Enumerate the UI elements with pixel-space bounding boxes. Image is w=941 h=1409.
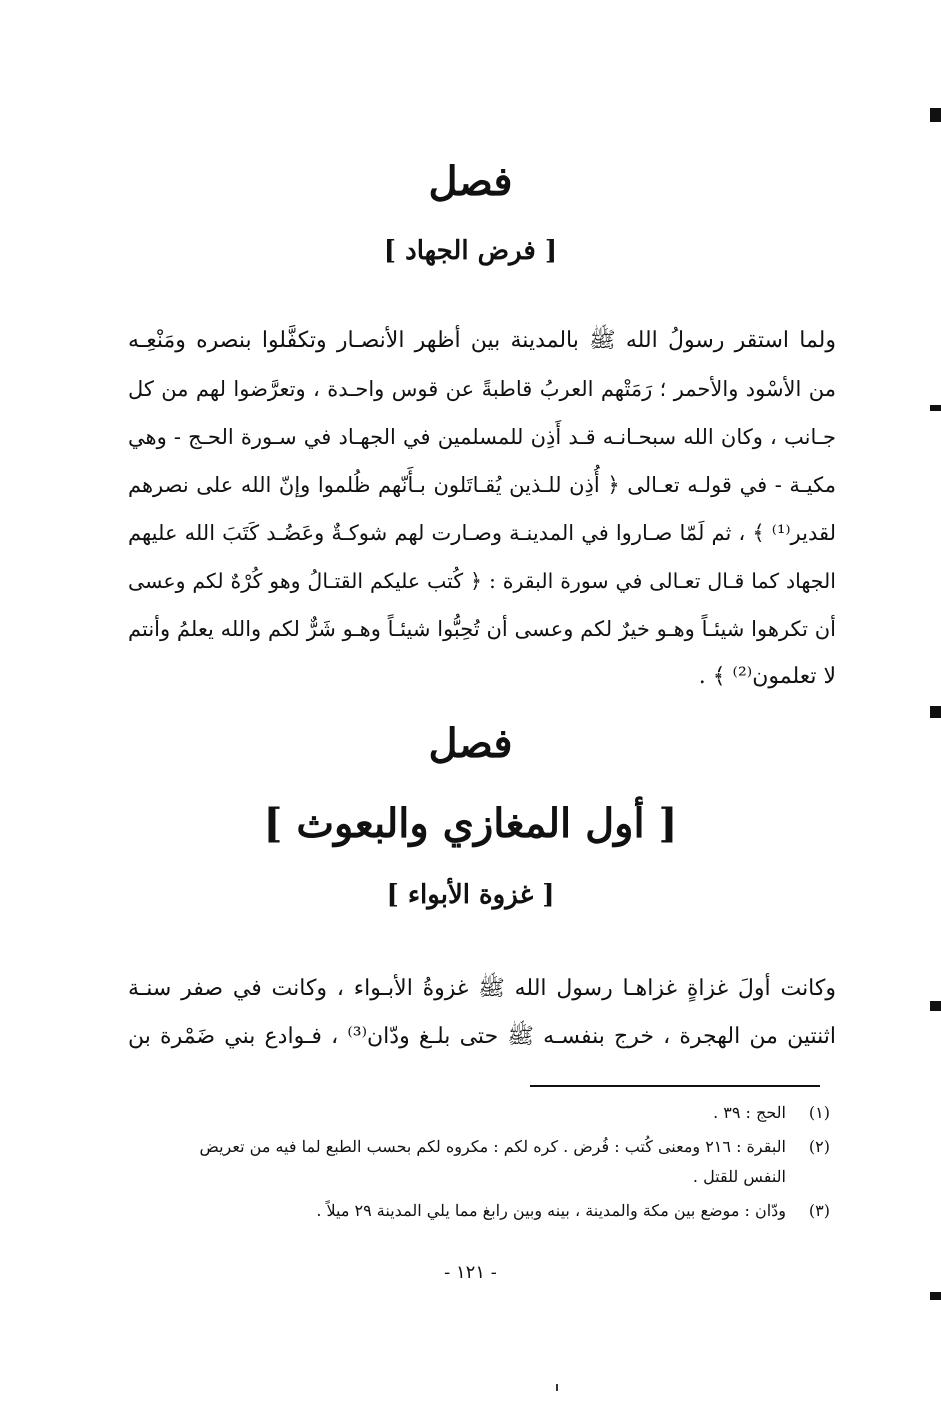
footnote: [110, 1196, 830, 1226]
text-line: وكانت أولَ غزاةٍ غزاهـا رسول الله ﷺ غزوةُ الأبـواء ، وكانت في صفر سنـة: [128, 976, 836, 1001]
scan-edge-mark: [930, 706, 941, 718]
text-line: أن تكرهوا شيئـاً وهـو خيرٌ لكم وعسى أن تُحِبُّوا شيئـاً وهـو شَرٌّ لكم والله يعلمُ وأنتم: [128, 617, 836, 641]
footnote-divider: [530, 1085, 820, 1087]
text-line: ولما استقر رسولُ الله ﷺ بالمدينة بين أظهر الأنصـار وتكفَّلوا بنصره ومَنْعِـه: [128, 328, 836, 353]
section-heading: فصل: [428, 720, 513, 767]
scan-edge-mark: [930, 108, 941, 122]
footnote-text: [110, 1196, 786, 1226]
scan-edge-mark: [930, 1292, 941, 1300]
scan-edge-mark: [930, 1001, 941, 1011]
section-heading: فصل: [428, 158, 513, 205]
text-line: الجهاد كما قـال تعـالى في سورة البقرة : ﴿ كُتب عليكم القتـالُ وهو كُرْهٌ لكم وعسى: [128, 569, 836, 593]
text-line: جـانب ، وكان الله سبحـانـه قـد أَذِن للمسلمين في الجهـاد في سـورة الحـج - وهي: [128, 425, 836, 449]
footnote-text: [110, 1132, 786, 1192]
scan-edge-mark: [930, 405, 941, 411]
text-line: من الأسْود والأحمر ؛ رَمَتْهم العربُ قاطبةً عن قوس واحـدة ، وتعرَّضوا لهم من كل: [128, 377, 836, 401]
footnote-number: (١): [808, 1103, 830, 1122]
footnote-line: الحج : ٣٩ .: [713, 1103, 786, 1122]
section-subheading: [ غزوة الأبواء ]: [386, 880, 555, 910]
page-number: - ١٢١ -: [444, 1262, 497, 1283]
text-line: لقدير⁽¹⁾ ﴾ ، ثم لَمّا صـاروا في المدينـة وصـارت لهم شوكـةٌ وعَضُـد كَتَبَ الله عليهم: [128, 521, 836, 545]
footnotes: [110, 1098, 830, 1230]
text-line: لا تعلمون⁽²⁾ ﴾ .: [698, 664, 836, 689]
footnote-line: البقرة : ٢١٦ ومعنى كُتب : فُرض . كره لكم : مكروه لكم بحسب الطبع لما فيه من تعريض: [199, 1137, 786, 1156]
section-subheading: [ فرض الجهاد ]: [383, 236, 558, 266]
footnote-number: (٢): [808, 1137, 830, 1156]
scan-speck: [556, 1384, 558, 1391]
footnote: [110, 1132, 830, 1192]
body-paragraph: [128, 317, 836, 701]
text-line: مكيـة - في قولـه تعـالى ﴿ أُذِن للـذين يُقـاتَلون بـأَنّهم ظُلموا وإنّ الله على نصرهم: [128, 473, 836, 497]
footnote-line: النفس للقتل .: [692, 1167, 786, 1186]
text-line: اثنتين من الهجرة ، خرج بنفسـه ﷺ حتى بلـغ ودّان⁽³⁾ ، فـوادع بني ضَمْرة بن: [128, 1024, 836, 1049]
footnote-text: [110, 1098, 786, 1128]
footnote-number: (٣): [808, 1201, 830, 1220]
chapter-heading: [ أول المغازي والبعوث ]: [263, 800, 678, 847]
body-paragraph: [128, 965, 836, 1061]
footnote-line: ودّان : موضع بين مكة والمدينة ، بينه وبين رابغ مما يلي المدينة ٢٩ ميلاً .: [316, 1201, 786, 1220]
footnote: [110, 1098, 830, 1128]
